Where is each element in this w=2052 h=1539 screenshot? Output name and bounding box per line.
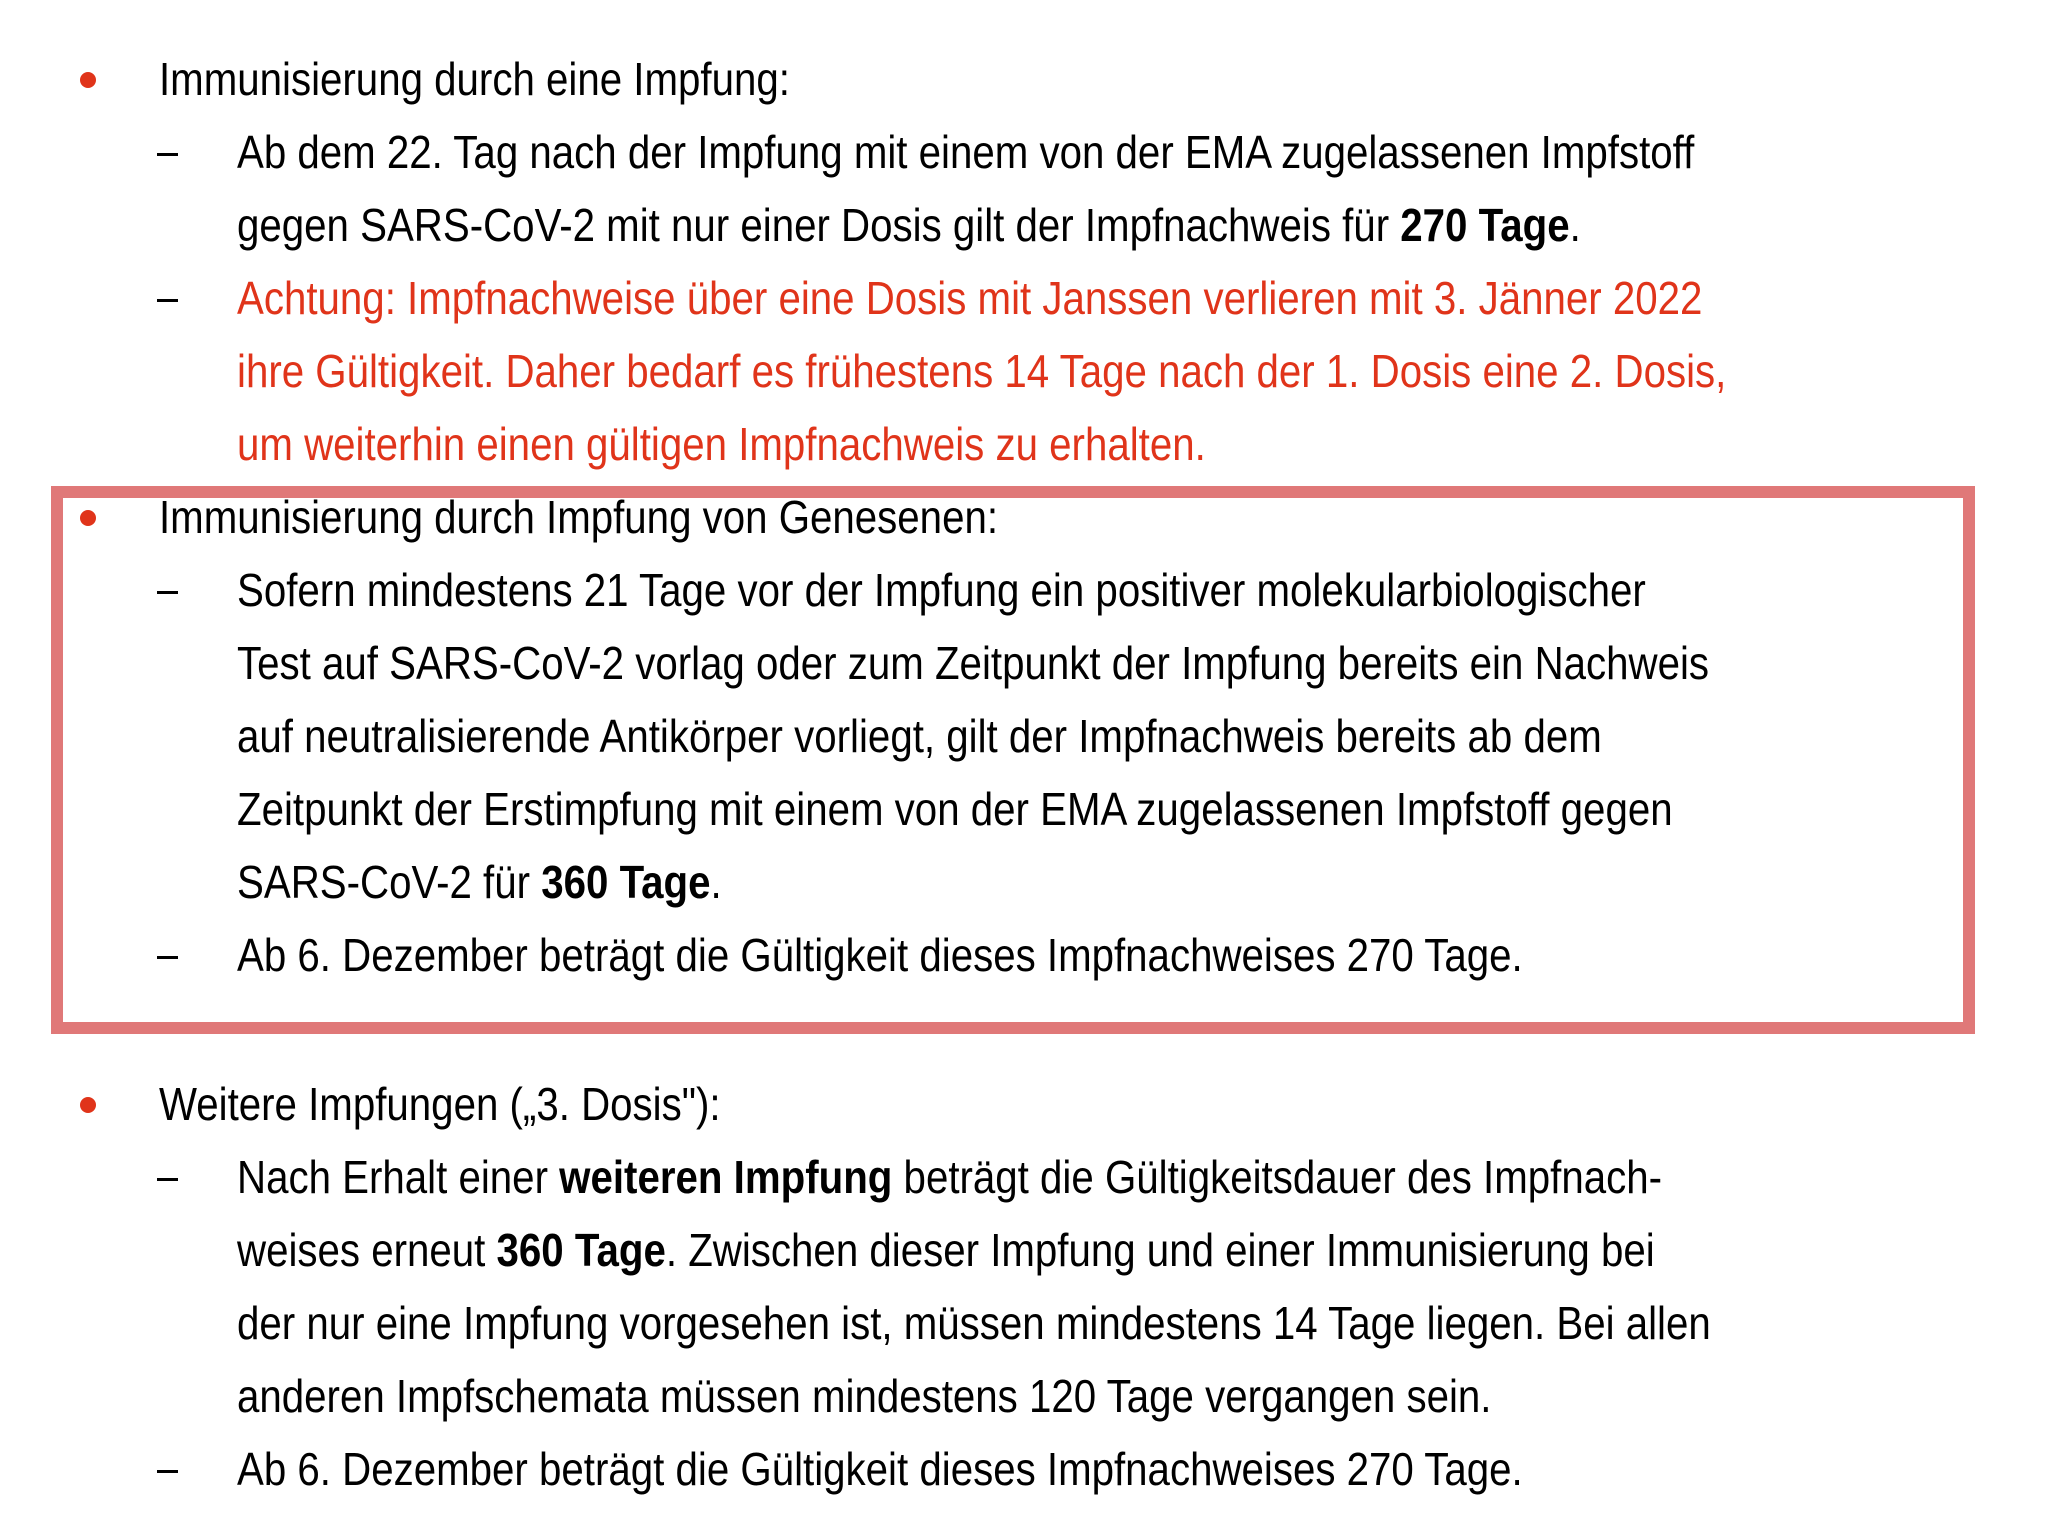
- dash-icon: [157, 299, 178, 302]
- item-text-line: Ab 6. Dezember beträgt die Gültigkeit dieses Impfnachweises 270 Tage.: [237, 1443, 1523, 1495]
- emphasis-duration: 360 Tage: [541, 856, 711, 908]
- dash-icon: [157, 591, 178, 594]
- bullet-icon: [80, 510, 96, 526]
- warning-text-line: ihre Gültigkeit. Daher bedarf es frühestens 14 Tage nach der 1. Dosis eine 2. Dosis,: [237, 345, 1727, 397]
- item-text-line: Ab 6. Dezember beträgt die Gültigkeit dieses Impfnachweises 270 Tage.: [237, 929, 1523, 981]
- emphasis-duration: 360 Tage: [496, 1224, 666, 1276]
- warning-text-line: Achtung: Impfnachweise über eine Dosis mit Janssen verlieren mit 3. Jänner 2022: [237, 272, 1703, 324]
- item-text-line: Zeitpunkt der Erstimpfung mit einem von der EMA zugelassenen Impfstoff gegen: [237, 783, 1673, 835]
- dash-icon: [157, 956, 178, 959]
- dash-icon: [157, 1470, 178, 1473]
- section-heading: Immunisierung durch Impfung von Genesenen:: [159, 491, 999, 543]
- section-heading: Weitere Impfungen („3. Dosis"):: [159, 1078, 721, 1130]
- emphasis-duration: 270 Tage: [1400, 199, 1570, 251]
- item-text-line: auf neutralisierende Antikörper vorliegt, gilt der Impfnachweis bereits ab dem: [237, 710, 1602, 762]
- item-text-line: Ab dem 22. Tag nach der Impfung mit einem von der EMA zugelassenen Impfstoff: [237, 126, 1695, 178]
- bullet-icon: [80, 1097, 96, 1113]
- item-text-line: weises erneut 360 Tage. Zwischen dieser Impfung und einer Immunisierung bei: [237, 1224, 1655, 1276]
- item-text-line: gegen SARS-CoV-2 mit nur einer Dosis gilt der Impfnachweis für 270 Tage.: [237, 199, 1581, 251]
- item-text-line: der nur eine Impfung vorgesehen ist, müssen mindestens 14 Tage liegen. Bei allen: [237, 1297, 1711, 1349]
- bullet-icon: [80, 72, 96, 88]
- item-text-line: Sofern mindestens 21 Tage vor der Impfung ein positiver molekularbiologischer: [237, 564, 1646, 616]
- section-heading: Immunisierung durch eine Impfung:: [159, 53, 790, 105]
- dash-icon: [157, 1178, 178, 1181]
- item-text-line: SARS-CoV-2 für 360 Tage.: [237, 856, 722, 908]
- emphasis-further-vaccination: weiteren Impfung: [559, 1151, 893, 1203]
- item-text-line: Test auf SARS-CoV-2 vorlag oder zum Zeitpunkt der Impfung bereits ein Nachweis: [237, 637, 1710, 689]
- item-text-line: anderen Impfschemata müssen mindestens 120 Tage vergangen sein.: [237, 1370, 1492, 1422]
- item-text-line: Nach Erhalt einer weiteren Impfung beträgt die Gültigkeitsdauer des Impfnach-: [237, 1151, 1663, 1203]
- warning-text-line: um weiterhin einen gültigen Impfnachweis zu erhalten.: [237, 418, 1206, 470]
- dash-icon: [157, 153, 178, 156]
